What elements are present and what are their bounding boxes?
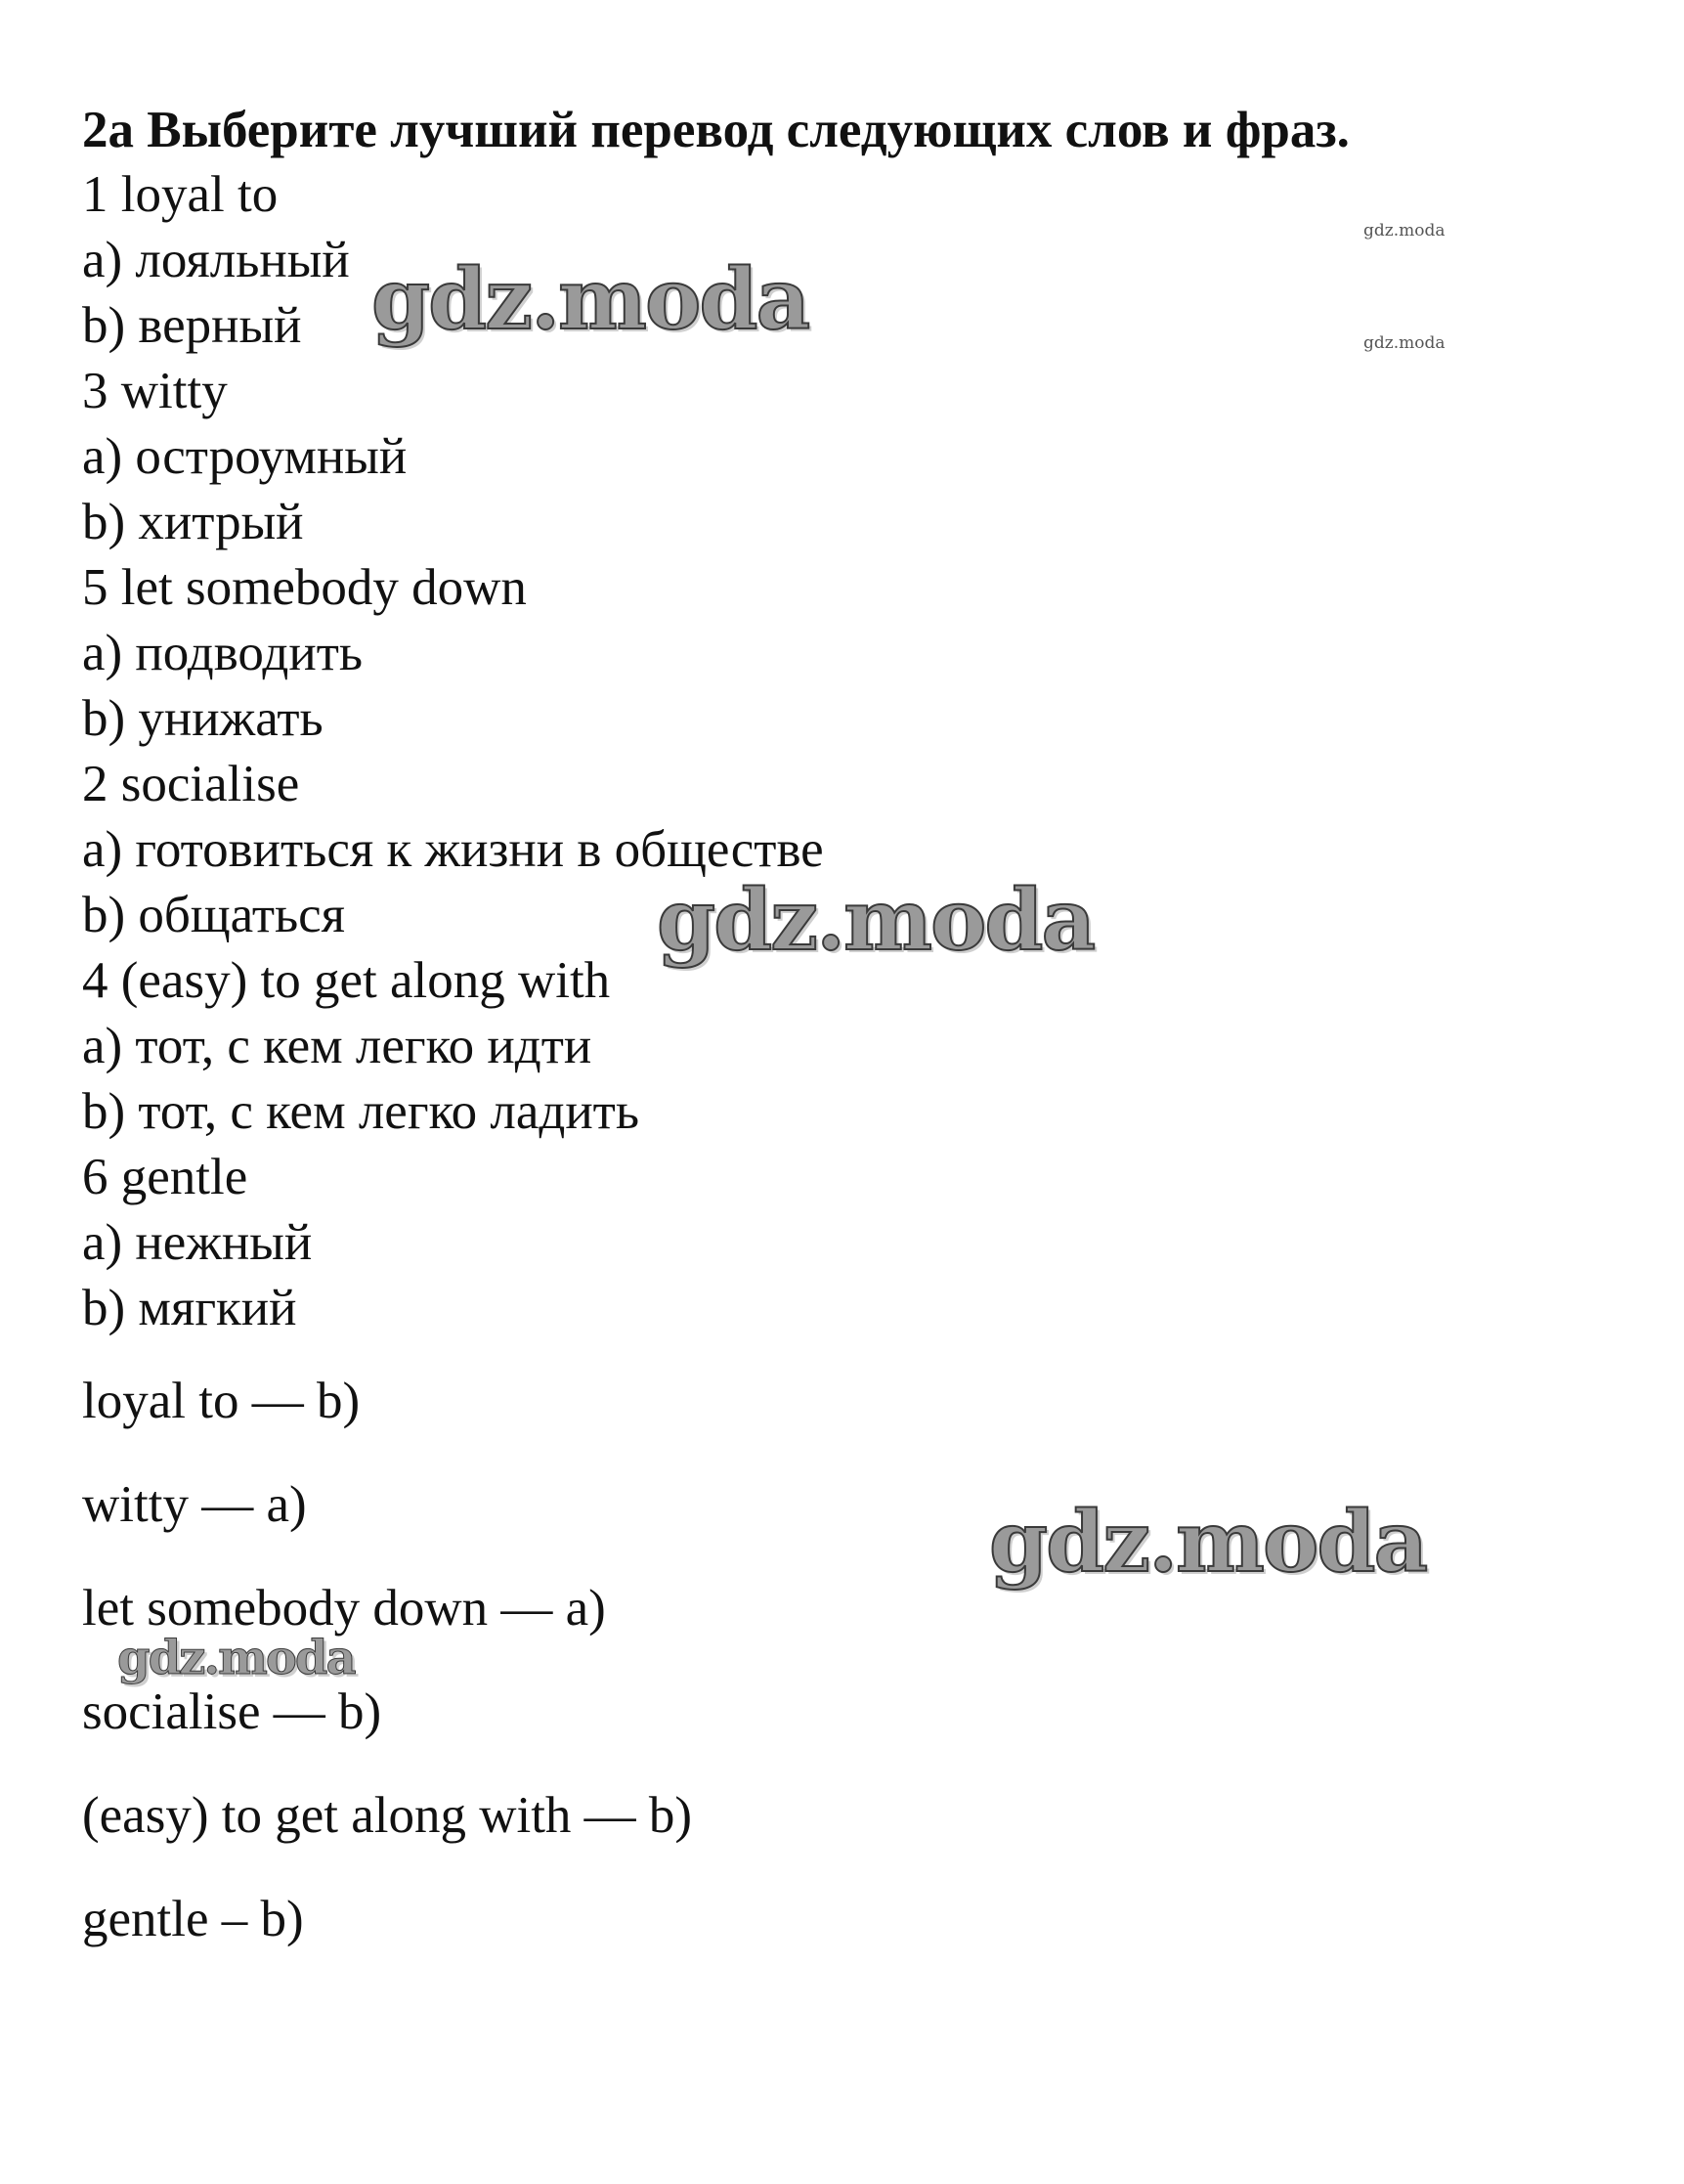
option-line: a) готовиться к жизни в обществе: [82, 821, 824, 878]
watermark-medium: gdz.moda: [117, 1631, 355, 1685]
question-line: 2 socialise: [82, 756, 300, 812]
answer-line: gentle – b): [82, 1891, 304, 1947]
watermark-large: gdz.moda: [371, 250, 809, 349]
watermark-small: gdz.moda: [1363, 221, 1446, 240]
answer-line: socialise — b): [82, 1683, 382, 1740]
option-line: a) нежный: [82, 1214, 313, 1271]
option-line: a) подводить: [82, 625, 364, 681]
option-line: a) остроумный: [82, 428, 408, 485]
question-line: 6 gentle: [82, 1149, 248, 1205]
option-line: b) хитрый: [82, 494, 304, 550]
question-line: 3 witty: [82, 363, 228, 419]
option-line: b) верный: [82, 297, 302, 354]
watermark-small: gdz.moda: [1363, 333, 1446, 353]
answer-line: let somebody down — a): [82, 1580, 606, 1637]
option-line: b) тот, с кем легко ладить: [82, 1083, 640, 1140]
question-line: 1 loyal to: [82, 166, 279, 223]
watermark-large: gdz.moda: [989, 1493, 1427, 1592]
option-line: a) лояльный: [82, 232, 350, 288]
option-line: b) общаться: [82, 887, 346, 943]
answer-line: witty — a): [82, 1476, 307, 1533]
exercise-title: 2а Выберите лучший перевод следующих слов и фраз.: [82, 102, 1350, 158]
option-line: a) тот, с кем легко идти: [82, 1018, 592, 1074]
answer-line: (easy) to get along with — b): [82, 1787, 693, 1844]
question-line: 5 let somebody down: [82, 559, 527, 616]
watermark-large: gdz.moda: [657, 871, 1095, 970]
option-line: b) мягкий: [82, 1280, 297, 1336]
question-line: 4 (easy) to get along with: [82, 952, 611, 1009]
option-line: b) унижать: [82, 690, 324, 747]
answer-line: loyal to — b): [82, 1373, 361, 1429]
